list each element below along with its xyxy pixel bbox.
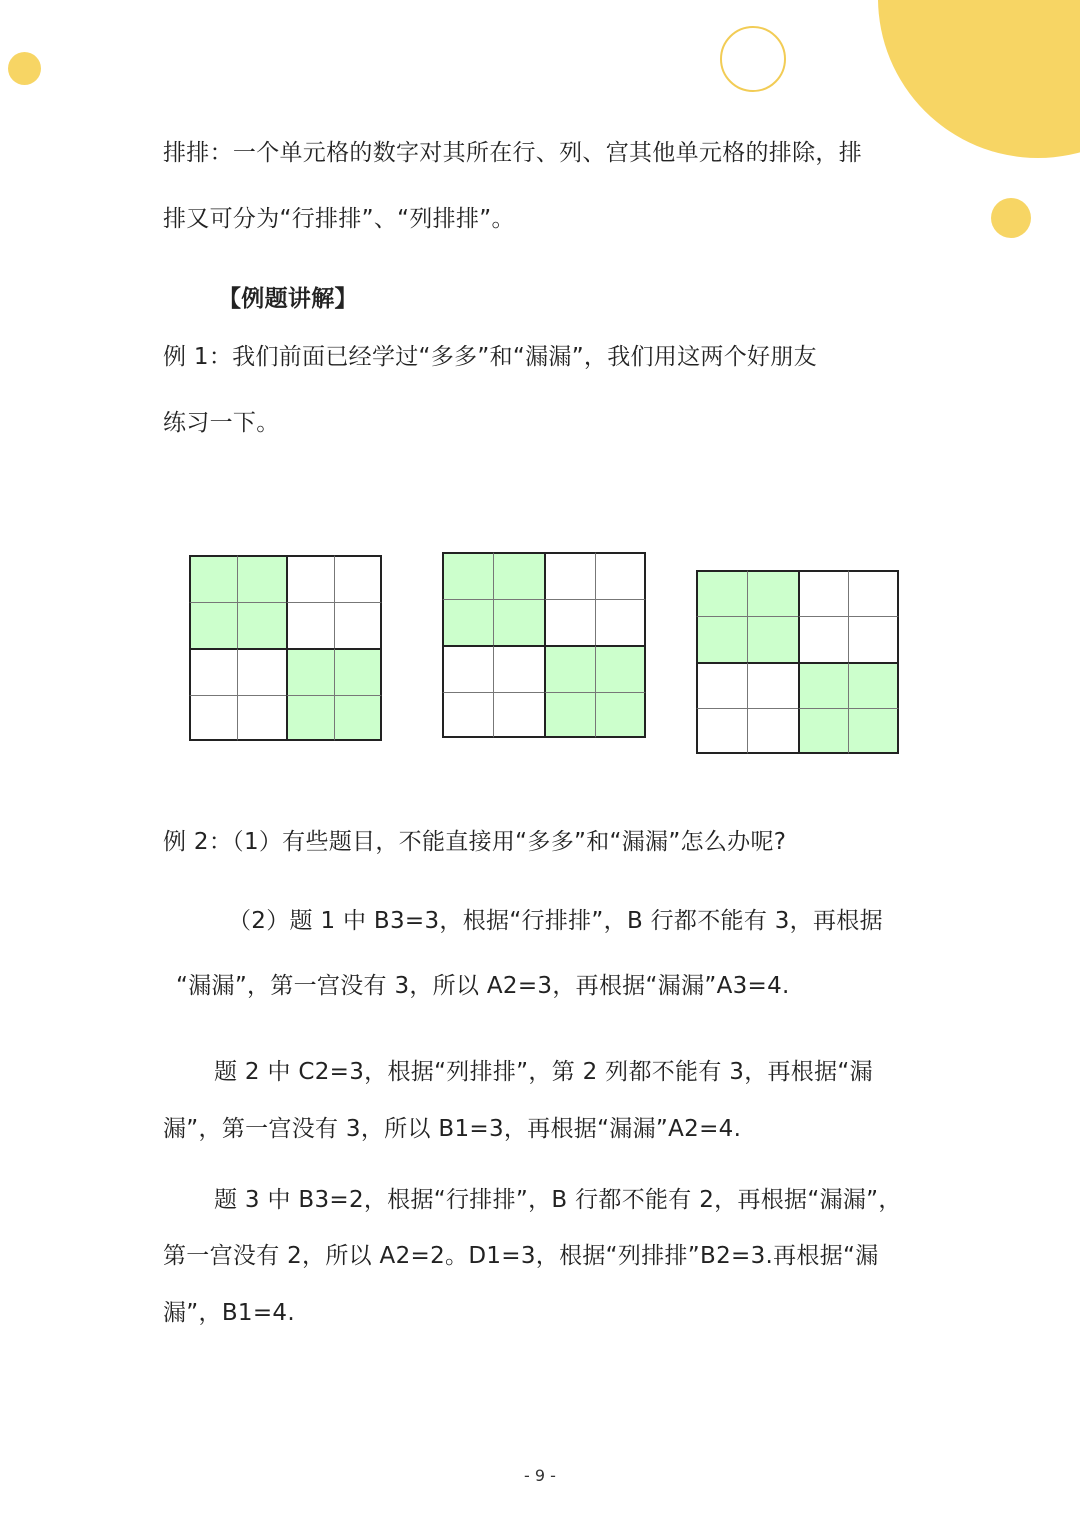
- paragraph-line: 排排：一个单元格的数字对其所在行、列、宫其他单元格的排除，排: [163, 140, 862, 166]
- sudoku-cell: [544, 599, 595, 646]
- paragraph-line: 例 1：我们前面已经学过“多多”和“漏漏”，我们用这两个好朋友: [163, 344, 817, 370]
- paragraph-line: 排又可分为“行排排”、“列排排”。: [163, 206, 515, 232]
- sudoku-cell: [286, 695, 334, 742]
- sudoku-cell: [286, 555, 334, 602]
- sudoku-cell: [696, 570, 747, 616]
- sudoku-cell: [696, 662, 747, 708]
- sudoku-cell: [442, 599, 493, 646]
- sudoku-cell: [237, 695, 285, 742]
- paragraph-line: 第一宫没有 2，所以 A2=2。D1=3，根据“列排排”B2=3.再根据“漏: [163, 1243, 879, 1269]
- sudoku-cell: [798, 662, 849, 708]
- paragraph-line: 漏”，第一宫没有 3，所以 B1=3，再根据“漏漏”A2=4.: [163, 1116, 742, 1142]
- sudoku-cell: [442, 552, 493, 599]
- sudoku-grid-3: [696, 570, 899, 754]
- paragraph-line: （2）题 1 中 B3=3，根据“行排排”，B 行都不能有 3，再根据: [228, 908, 883, 934]
- decorative-dot-right: [991, 198, 1031, 238]
- sudoku-cell: [544, 552, 595, 599]
- sudoku-cell: [189, 555, 237, 602]
- sudoku-cell: [189, 602, 237, 649]
- sudoku-cell: [544, 692, 595, 739]
- sudoku-cell: [848, 708, 899, 754]
- sudoku-cell: [237, 602, 285, 649]
- sudoku-cell: [595, 599, 646, 646]
- sudoku-cell: [544, 645, 595, 692]
- sudoku-cell: [237, 648, 285, 695]
- sudoku-cell: [696, 708, 747, 754]
- sudoku-grid-2: [442, 552, 646, 738]
- sudoku-cell: [747, 708, 798, 754]
- sudoku-cell: [237, 555, 285, 602]
- paragraph-line: 练习一下。: [163, 410, 280, 436]
- sudoku-cell: [334, 602, 382, 649]
- sudoku-cell: [334, 555, 382, 602]
- sudoku-cell: [798, 708, 849, 754]
- sudoku-cell: [442, 645, 493, 692]
- paragraph-line: “漏漏”，第一宫没有 3，所以 A2=3，再根据“漏漏”A3=4.: [176, 973, 790, 999]
- sudoku-cell: [493, 692, 544, 739]
- sudoku-cell: [493, 599, 544, 646]
- decorative-ring: [720, 26, 786, 92]
- section-heading: 【例题讲解】: [218, 286, 358, 312]
- decorative-circle-large: [878, 0, 1080, 158]
- sudoku-cell: [493, 645, 544, 692]
- sudoku-cell: [334, 648, 382, 695]
- sudoku-cell: [848, 616, 899, 662]
- sudoku-cell: [747, 570, 798, 616]
- decorative-dot-left: [8, 52, 41, 85]
- sudoku-cell: [286, 602, 334, 649]
- sudoku-cell: [595, 645, 646, 692]
- sudoku-cell: [848, 570, 899, 616]
- sudoku-cell: [848, 662, 899, 708]
- sudoku-cell: [286, 648, 334, 695]
- sudoku-cell: [442, 692, 493, 739]
- sudoku-cell: [334, 695, 382, 742]
- sudoku-cell: [595, 552, 646, 599]
- sudoku-cell: [189, 695, 237, 742]
- sudoku-cell: [493, 552, 544, 599]
- sudoku-cell: [798, 616, 849, 662]
- page-number: - 9 -: [524, 1466, 556, 1485]
- paragraph-line: 题 3 中 B3=2，根据“行排排”，B 行都不能有 2，再根据“漏漏”，: [214, 1187, 902, 1213]
- sudoku-cell: [747, 662, 798, 708]
- sudoku-cell: [189, 648, 237, 695]
- sudoku-cell: [696, 616, 747, 662]
- sudoku-cell: [798, 570, 849, 616]
- sudoku-cell: [595, 692, 646, 739]
- paragraph-line: 漏”，B1=4.: [163, 1300, 295, 1326]
- paragraph-line: 题 2 中 C2=3，根据“列排排”，第 2 列都不能有 3，再根据“漏: [214, 1059, 873, 1085]
- sudoku-cell: [747, 616, 798, 662]
- sudoku-grid-1: [189, 555, 382, 741]
- paragraph-line: 例 2：（1）有些题目，不能直接用“多多”和“漏漏”怎么办呢?: [163, 829, 787, 855]
